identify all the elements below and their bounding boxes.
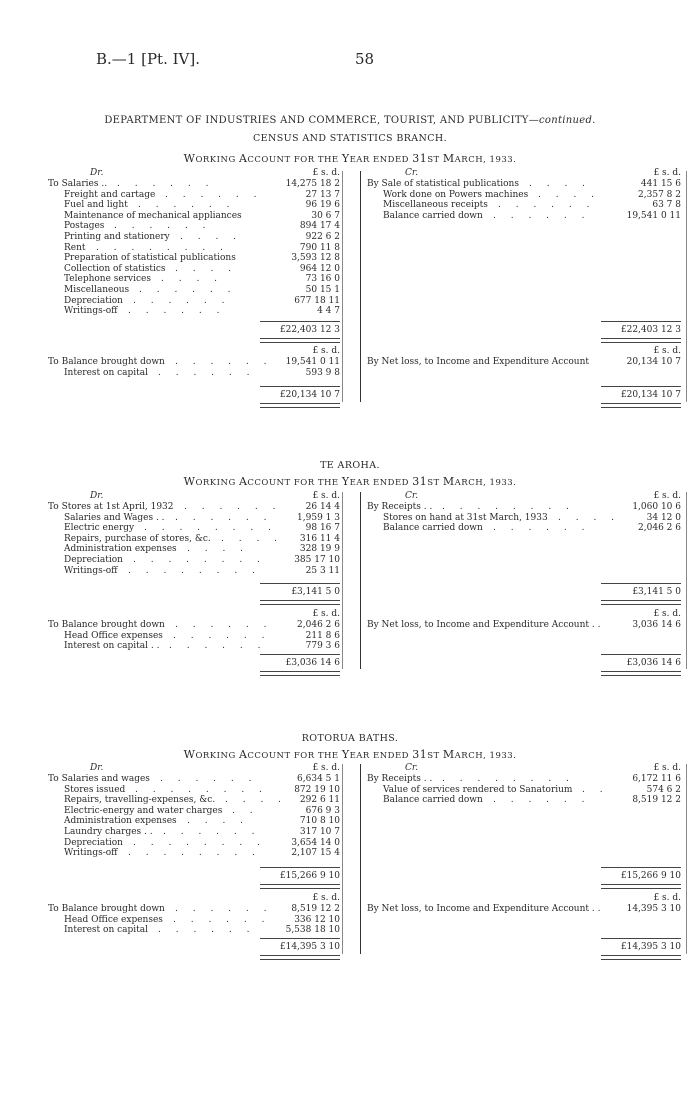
working-account-title — [0, 748, 700, 761]
debit-row-leader-dots: . . . . . . — [133, 295, 231, 306]
double-rule — [260, 600, 340, 605]
debit-row-amount: 790 11 8 — [299, 242, 340, 253]
debit-row — [0, 274, 700, 285]
debit-row-leader-dots: . . . . . . — [173, 630, 271, 641]
credit-row-label: By Net loss, to Income and Expenditure Account . . — [367, 904, 601, 914]
debit-row-amount: 98 16 7 — [305, 523, 340, 534]
double-rule — [601, 600, 681, 605]
total-rule — [260, 654, 340, 655]
title-part: ARCH, 1933. — [454, 155, 517, 165]
debit-row-amount: 14,275 18 2 — [285, 179, 340, 189]
credit-row-amount: 3,036 14 6 — [632, 620, 681, 630]
debit-row-amount: 922 6 2 — [305, 232, 340, 242]
double-rule — [601, 338, 681, 343]
debit-row-amount: 5,538 18 10 — [285, 925, 340, 936]
debit-row — [0, 534, 700, 545]
debit-row-amount: 292 6 11 — [299, 795, 340, 806]
debit-row — [0, 631, 700, 642]
report-reference: B.—1 [Pt. IV]. — [96, 50, 200, 68]
debit-row-label: To Salaries .. — [48, 179, 108, 189]
debit-row-leader-dots: . . . . — [187, 816, 250, 827]
credit-row-leader-dots: . . — [582, 784, 609, 795]
debit-row-amount: 317 10 7 — [299, 827, 340, 837]
department-title: DEPARTMENT OF INDUSTRIES AND COMMERCE, TOURIST, AND PUBLICITY—continued. — [104, 115, 596, 126]
title-part: W — [183, 152, 196, 165]
credit-row-amount: 20,134 10 7 — [626, 357, 681, 367]
debit-row — [0, 806, 700, 817]
credit-row-label: By Net loss, to Income and Expenditure Account . . — [367, 620, 601, 630]
page-number: 58 — [355, 50, 375, 68]
debit-row-amount: 894 17 4 — [299, 221, 340, 232]
debit-row-amount: 677 18 11 — [294, 295, 340, 306]
debit-row-leader-dots: . . . . . . — [158, 367, 256, 378]
debit-row-amount: 593 9 8 — [305, 367, 340, 378]
debit-row-amount: 964 12 0 — [299, 263, 340, 274]
credit-total: £3,141 5 0 — [632, 587, 681, 597]
debit-row-amount: 328 19 9 — [299, 544, 340, 555]
debit-row-label: Salaries and Wages . . — [64, 512, 165, 523]
debit-row — [0, 544, 700, 555]
double-rule — [601, 884, 681, 889]
section-heading: TE AROHA. — [320, 460, 380, 471]
debit-row — [0, 306, 700, 317]
credit-row-label: Balance carried down — [383, 795, 483, 806]
credit-row-label: By Receipts . . — [367, 774, 433, 784]
debit-row-label: Telephone services — [64, 274, 151, 285]
debit-row — [0, 838, 700, 849]
debit-row-leader-dots: . . . . . . . . — [144, 523, 277, 534]
dr-label: Dr. — [90, 168, 104, 178]
debit-row-label: Head Office expenses — [64, 914, 163, 925]
debit-row-leader-dots: . . . . — [187, 544, 250, 555]
column-divider — [360, 492, 361, 669]
double-rule — [260, 955, 340, 960]
debit-row-amount: 4 4 7 — [317, 306, 340, 317]
title-part: 31 — [412, 152, 428, 165]
credit-row — [0, 904, 700, 915]
debit-row — [0, 285, 700, 296]
debit-row-label: Maintenance of mechanical appliances — [64, 210, 242, 221]
credit-total: £3,036 14 6 — [626, 658, 681, 668]
section-heading: CENSUS AND STATISTICS BRANCH. — [253, 133, 447, 144]
credit-row — [0, 785, 700, 796]
debit-row-leader-dots: . . . . . . — [175, 357, 273, 367]
amount-divider — [342, 171, 343, 402]
debit-row-amount: 26 14 4 — [305, 502, 340, 512]
title-part: W — [183, 475, 196, 488]
credit-row-amount: 441 15 6 — [640, 179, 681, 189]
title-part: ORKING — [195, 155, 239, 165]
debit-row-leader-dots: . . . . . . — [169, 641, 267, 652]
debit-row-amount: 30 6 7 — [311, 210, 340, 221]
debit-total: £22,403 12 3 — [279, 325, 340, 335]
debit-row-leader-dots: . . . . . . — [160, 774, 258, 784]
credit-row-amount: 63 7 8 — [652, 200, 681, 211]
total-rule — [260, 386, 340, 387]
title-part: Y — [341, 475, 350, 488]
credit-row — [0, 620, 700, 631]
column-divider — [360, 764, 361, 954]
debit-row-label: Stores issued — [64, 784, 126, 795]
debit-total: £15,266 9 10 — [279, 871, 340, 881]
debit-row-label: Preparation of statistical publications — [64, 253, 236, 264]
debit-row-leader-dots: . . . . — [175, 263, 238, 274]
debit-row — [0, 555, 700, 566]
debit-row-leader-dots: . . . . . . — [139, 285, 237, 295]
debit-row-label: Head Office expenses — [64, 630, 163, 641]
title-part: EAR ENDED — [349, 155, 413, 165]
double-rule — [260, 338, 340, 343]
debit-row-label: Laundry charges . . — [64, 827, 153, 837]
debit-row-leader-dots: . . . . . . — [114, 221, 212, 232]
amount-divider — [342, 492, 343, 669]
title-part: W — [183, 748, 196, 761]
debit-row — [0, 915, 700, 926]
debit-row — [0, 296, 700, 307]
debit-row-label: Administration expenses — [64, 816, 177, 827]
debit-row — [0, 827, 700, 838]
debit-row — [0, 641, 700, 652]
debit-row-amount: 779 3 6 — [305, 641, 340, 652]
debit-row-label: Postages — [64, 221, 105, 232]
credit-row — [0, 211, 700, 222]
debit-row-label: To Salaries and wages — [48, 774, 150, 784]
cr-label: Cr. — [405, 168, 419, 178]
currency-head-right: £ s. d. — [653, 168, 681, 178]
credit-row-label: By Receipts . . — [367, 502, 433, 512]
currency-head-left: £ s. d. — [312, 609, 340, 619]
debit-row-amount: 27 13 7 — [305, 189, 340, 200]
title-part: EAR ENDED — [349, 751, 413, 761]
debit-row-label: Interest on capital — [64, 367, 149, 378]
title-part: CCOUNT FOR THE — [247, 751, 342, 761]
credit-row — [0, 523, 700, 534]
debit-row-leader-dots: . . . . . . — [117, 179, 215, 189]
currency-head-left: £ s. d. — [312, 763, 340, 773]
credit-row-leader-dots: . . . . . . . . — [442, 774, 575, 784]
total-rule — [601, 386, 681, 387]
currency-head-right: £ s. d. — [653, 609, 681, 619]
double-rule — [601, 955, 681, 960]
debit-row-amount: 211 8 6 — [305, 630, 340, 641]
title-part: M — [442, 748, 455, 761]
title-part: ST — [427, 751, 443, 761]
debit-row-amount: 3,593 12 8 — [291, 253, 340, 264]
debit-total: £20,134 10 7 — [279, 390, 340, 400]
credit-total: £20,134 10 7 — [620, 390, 681, 400]
debit-row-label: To Balance brought down — [48, 904, 165, 914]
amount-divider — [686, 764, 687, 954]
amount-divider — [686, 492, 687, 669]
credit-row-leader-dots: . . . . . . — [498, 200, 596, 211]
amount-divider — [342, 764, 343, 954]
credit-row-amount: 2,046 2 6 — [638, 523, 681, 534]
debit-row-amount: 19,541 0 11 — [285, 357, 340, 367]
debit-row-leader-dots: . . . . . . — [184, 502, 282, 512]
cr-label: Cr. — [405, 763, 419, 773]
total-rule — [260, 583, 340, 584]
working-account-title — [0, 475, 700, 488]
section-heading: ROTORUA BATHS. — [301, 733, 399, 744]
debit-row-amount: 2,107 15 4 — [291, 848, 340, 859]
credit-row — [0, 190, 700, 201]
credit-row-amount: 19,541 0 11 — [626, 210, 681, 221]
debit-row-amount: 3,654 14 0 — [291, 837, 340, 848]
total-rule — [601, 583, 681, 584]
debit-row-leader-dots: . . . . . . — [175, 620, 273, 630]
debit-row-label: Depreciation — [64, 555, 123, 565]
cr-label: Cr. — [405, 491, 419, 501]
credit-total: £15,266 9 10 — [620, 871, 681, 881]
debit-row — [0, 816, 700, 827]
debit-row-leader-dots: . . . . — [221, 533, 284, 544]
credit-row — [0, 502, 700, 513]
debit-row-amount: 96 19 6 — [305, 200, 340, 211]
debit-row-leader-dots: . . . . . . . . — [96, 242, 229, 253]
debit-row-label: To Balance brought down — [48, 620, 165, 630]
debit-row-leader-dots: . . . . . . . . — [133, 555, 266, 565]
credit-row-amount: 14,395 3 10 — [626, 904, 681, 914]
double-rule — [260, 884, 340, 889]
debit-row-amount: 50 15 1 — [305, 285, 340, 295]
debit-row-leader-dots: . . . . . . — [158, 925, 256, 936]
debit-row-label: Depreciation — [64, 837, 123, 848]
credit-row-label: Miscellaneous receipts — [383, 200, 488, 211]
credit-row-leader-dots: . . . . . . — [493, 795, 591, 806]
double-rule — [260, 403, 340, 408]
working-account-title — [0, 152, 700, 165]
debit-row-amount: 336 12 10 — [294, 914, 340, 925]
debit-row-label: Depreciation — [64, 295, 123, 306]
debit-row-label: Writings-off — [64, 306, 118, 317]
total-rule — [260, 867, 340, 868]
credit-row — [0, 795, 700, 806]
title-part: A — [238, 475, 248, 488]
debit-total: £3,036 14 6 — [285, 658, 340, 668]
credit-row-amount: 2,357 8 2 — [638, 189, 681, 200]
debit-row-amount: 8,519 12 2 — [291, 904, 340, 914]
title-part: CCOUNT FOR THE — [247, 155, 342, 165]
debit-row — [0, 243, 700, 254]
debit-row-label: Electric-energy and water charges — [64, 805, 223, 816]
currency-head-left: £ s. d. — [312, 893, 340, 903]
debit-total: £3,141 5 0 — [291, 587, 340, 597]
credit-row-amount: 8,519 12 2 — [632, 795, 681, 806]
total-rule — [260, 321, 340, 322]
debit-row-label: Freight and cartage — [64, 189, 156, 200]
debit-row-amount: 872 19 10 — [294, 784, 340, 795]
debit-row-amount: 385 17 10 — [294, 555, 340, 565]
credit-row-label: Balance carried down — [383, 210, 483, 221]
title-part: 31 — [412, 748, 428, 761]
debit-row-leader-dots: . . . . . . . . — [133, 837, 266, 848]
dr-label: Dr. — [90, 763, 104, 773]
double-rule — [260, 671, 340, 676]
debit-row — [0, 368, 700, 379]
title-part: ST — [427, 155, 443, 165]
credit-row — [0, 200, 700, 211]
title-part: Y — [341, 748, 350, 761]
debit-row-leader-dots: . . . . . . — [175, 512, 273, 523]
debit-row-amount: 1,959 1 3 — [297, 512, 340, 523]
credit-row-label: Stores on hand at 31st March, 1933 — [383, 512, 548, 523]
debit-row — [0, 253, 700, 264]
total-rule — [601, 321, 681, 322]
debit-row-label: Administration expenses — [64, 544, 177, 555]
debit-row-label: Repairs, purchase of stores, &c. — [64, 533, 211, 544]
debit-row-leader-dots: . . . . . . — [163, 827, 261, 837]
debit-row-label: Printing and stationery — [64, 232, 170, 242]
debit-row-leader-dots: . . . . . . — [138, 200, 236, 211]
debit-row — [0, 232, 700, 243]
debit-row — [0, 848, 700, 859]
debit-row-label: To Balance brought down — [48, 357, 165, 367]
debit-row-label: Fuel and light — [64, 200, 128, 211]
credit-row-leader-dots: . . . . . . — [493, 210, 591, 221]
currency-head-left: £ s. d. — [312, 168, 340, 178]
credit-total: £14,395 3 10 — [620, 942, 681, 952]
total-rule — [601, 654, 681, 655]
title-part: ORKING — [195, 478, 239, 488]
debit-row-leader-dots: . . . . — [180, 232, 243, 242]
total-rule — [601, 867, 681, 868]
credit-row-leader-dots: . . . . . . — [493, 523, 591, 534]
title-part: ARCH, 1933. — [454, 751, 517, 761]
credit-row-label: Balance carried down — [383, 523, 483, 534]
credit-row-amount: 34 12 0 — [646, 512, 681, 523]
debit-row-leader-dots: . . — [232, 805, 259, 816]
debit-row-label: Interest on capital . . — [64, 641, 160, 652]
credit-row-label: Value of services rendered to Sanatorium — [383, 784, 573, 795]
credit-row-leader-dots: . . . . — [538, 189, 601, 200]
debit-row-label: Rent — [64, 242, 86, 253]
debit-row-amount: 316 11 4 — [299, 533, 340, 544]
debit-row-label: Writings-off — [64, 848, 118, 859]
currency-head-right: £ s. d. — [653, 893, 681, 903]
credit-total: £22,403 12 3 — [620, 325, 681, 335]
debit-row-leader-dots: . . . . . . — [175, 904, 273, 914]
dr-label: Dr. — [90, 491, 104, 501]
debit-row-leader-dots: . . . . . . . . — [128, 565, 261, 576]
debit-row-leader-dots: . . . . — [225, 795, 288, 806]
debit-row-label: Writings-off — [64, 565, 118, 576]
debit-row-leader-dots: . . . . . . . . — [128, 848, 261, 859]
debit-row — [0, 221, 700, 232]
total-rule — [260, 938, 340, 939]
title-part: EAR ENDED — [349, 478, 413, 488]
credit-row-amount: 1,060 10 6 — [632, 502, 681, 512]
currency-head-right: £ s. d. — [653, 763, 681, 773]
credit-row-amount: 6,172 11 6 — [632, 774, 681, 784]
debit-row-leader-dots: . . . . . . . . — [135, 784, 268, 795]
column-divider — [360, 171, 361, 402]
debit-row-amount: 2,046 2 6 — [297, 620, 340, 630]
credit-row — [0, 513, 700, 524]
debit-row-label: Interest on capital — [64, 925, 149, 936]
debit-row-amount: 676 9 3 — [305, 805, 340, 816]
title-part: A — [238, 152, 248, 165]
credit-row — [0, 774, 700, 785]
credit-row-amount: 574 6 2 — [646, 784, 681, 795]
title-part: ORKING — [195, 751, 239, 761]
debit-row-leader-dots: . . . . . . — [128, 306, 226, 317]
credit-row-leader-dots: . . . . — [529, 179, 592, 189]
title-part: Y — [341, 152, 350, 165]
debit-row-label: Collection of statistics — [64, 263, 166, 274]
amount-divider — [686, 171, 687, 402]
debit-row-amount: 73 16 0 — [305, 274, 340, 285]
title-part: ARCH, 1933. — [454, 478, 517, 488]
credit-row-label: By Sale of statistical publications — [367, 179, 519, 189]
title-part: M — [442, 475, 455, 488]
title-part: M — [442, 152, 455, 165]
debit-row-leader-dots: . . . . . . — [173, 914, 271, 925]
debit-row — [0, 925, 700, 936]
credit-row-leader-dots: . . . . — [558, 512, 621, 523]
credit-row-label: Work done on Powers machines — [383, 189, 529, 200]
debit-row — [0, 566, 700, 577]
debit-row — [0, 264, 700, 275]
debit-row-label: Electric energy — [64, 523, 135, 534]
debit-row-amount: 710 8 10 — [299, 816, 340, 827]
double-rule — [601, 403, 681, 408]
debit-row-label: Repairs, travelling-expenses, &c. — [64, 795, 216, 806]
debit-row-label: To Stores at 1st April, 1932 — [48, 502, 174, 512]
title-part: 31 — [412, 475, 428, 488]
currency-head-right: £ s. d. — [653, 346, 681, 356]
title-part: CCOUNT FOR THE — [247, 478, 342, 488]
currency-head-left: £ s. d. — [312, 491, 340, 501]
title-part: A — [238, 748, 248, 761]
credit-row-leader-dots: . . . . . . . . — [442, 502, 575, 512]
title-part: ST — [427, 478, 443, 488]
debit-row-leader-dots: . . . . . . — [165, 189, 263, 200]
debit-row-amount: 25 3 11 — [305, 565, 340, 576]
credit-row — [0, 179, 700, 190]
currency-head-right: £ s. d. — [653, 491, 681, 501]
credit-row-label: By Net loss, to Income and Expenditure Account — [367, 357, 589, 367]
debit-row-leader-dots: . . . . — [161, 274, 224, 285]
currency-head-left: £ s. d. — [312, 346, 340, 356]
credit-row — [0, 357, 700, 368]
double-rule — [601, 671, 681, 676]
total-rule — [601, 938, 681, 939]
debit-row-label: Miscellaneous — [64, 285, 130, 295]
debit-row-amount: 6,634 5 1 — [297, 774, 340, 784]
debit-total: £14,395 3 10 — [279, 942, 340, 952]
